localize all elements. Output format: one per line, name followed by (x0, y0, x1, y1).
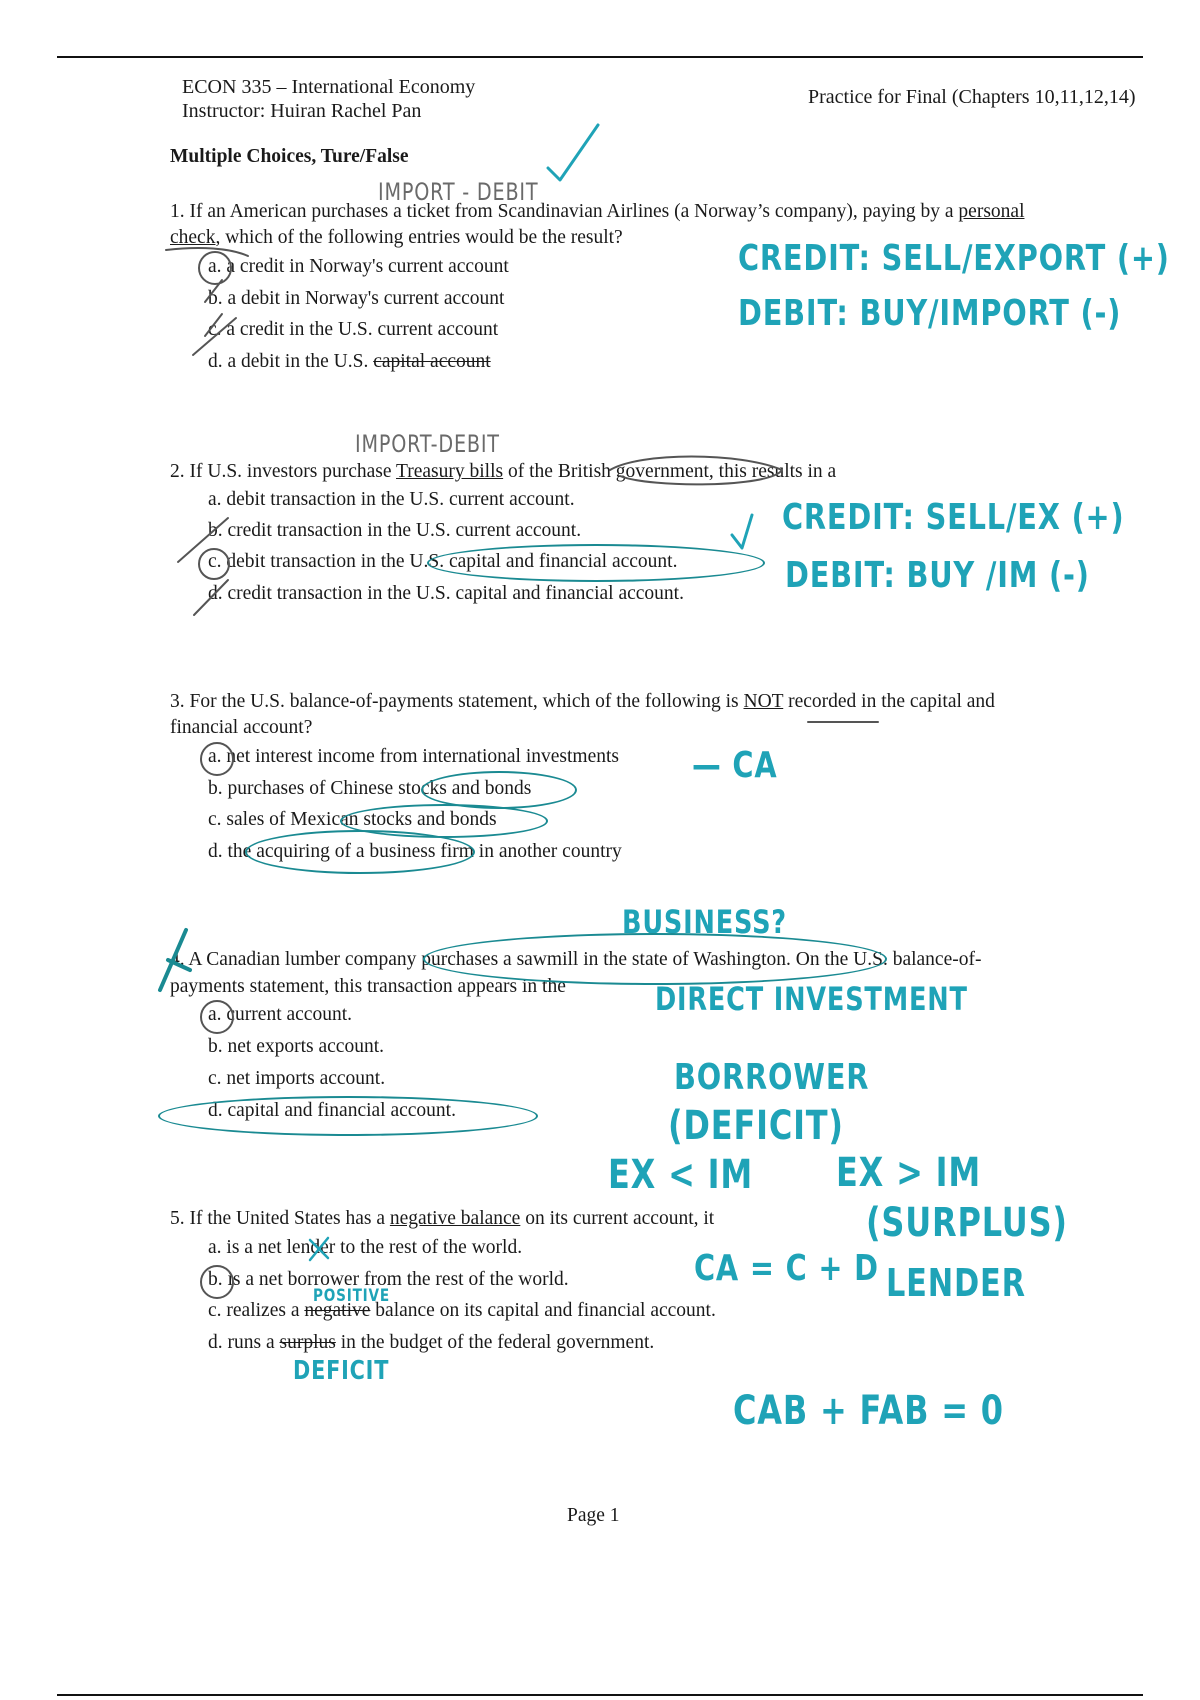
question-3-stem-line1: 3. For the U.S. balance-of-payments statement, which of the following is NOT recorded in the capital and (170, 691, 995, 712)
annotation-q3-ca: — CA (692, 745, 778, 786)
question-1-option-b[interactable]: b. a debit in Norway's current account (208, 288, 505, 309)
question-2-option-c[interactable]: c. debit transaction in the U.S. capital and financial account. (208, 551, 678, 572)
question-2-option-d[interactable]: d. credit transaction in the U.S. capital and financial account. (208, 583, 684, 604)
question-1-option-d[interactable]: d. a debit in the U.S. capital account (208, 351, 491, 372)
cross-q4 (160, 930, 190, 990)
question-3-stem-line2: financial account? (170, 717, 313, 738)
question-3-option-a[interactable]: a. net interest income from international investments (208, 746, 620, 767)
cross-out-q2-b (178, 518, 228, 562)
scribble-q1-check (166, 248, 248, 256)
course-title: ECON 335 – International Economy (182, 76, 476, 98)
question-5-option-b[interactable]: b. is a net borrower from the rest of the world. (208, 1269, 569, 1290)
question-1-stem-line2: check, which of the following entries would be the result? (170, 227, 623, 248)
cross-out-q2-d (194, 580, 228, 615)
annotation-surplus-paren: (SURPLUS) (866, 1200, 1068, 1246)
question-2-option-a[interactable]: a. debit transaction in the U.S. current account. (208, 489, 575, 510)
cross-q5-lender (310, 1238, 328, 1260)
question-4-option-b[interactable]: b. net exports account. (208, 1036, 384, 1057)
question-4-stem-line1: 4. A Canadian lumber company purchases a sawmill in the state of Washington. On the U.S. balance-of- (170, 949, 982, 970)
question-3-option-b[interactable]: b. purchases of Chinese stocks and bonds (208, 778, 532, 799)
question-1-option-a[interactable]: a. a credit in Norway's current account (208, 256, 509, 277)
annotation-cab-fab-equation: CAB + FAB = 0 (733, 1388, 1004, 1434)
section-title: Multiple Choices, Ture/False (170, 146, 409, 167)
exam-title: Practice for Final (Chapters 10,11,12,14) (808, 86, 1136, 108)
annotation-q4-direct-investment: DIRECT INVESTMENT (655, 980, 968, 1018)
question-1-option-c[interactable]: c. a credit in the U.S. current account (208, 319, 499, 340)
annotation-q2-import-debit: IMPORT-DEBIT (355, 430, 500, 458)
cross-out-q1-b (205, 280, 222, 302)
annotation-positive: POSITIVE (313, 1286, 390, 1306)
annotation-q1-debit-rule: DEBIT: BUY/IMPORT (-) (738, 293, 1122, 334)
question-4-stem-line2: payments statement, this transaction appears in the (170, 976, 566, 997)
annotation-ex-gt-im: EX > IM (836, 1150, 981, 1196)
annotation-ex-lt-im: EX < IM (608, 1152, 753, 1198)
question-5-option-c[interactable]: c. realizes a negative balance on its capital and financial account. (208, 1300, 716, 1321)
annotation-lender: LENDER (886, 1261, 1026, 1305)
question-4-option-a[interactable]: a. current account. (208, 1004, 353, 1025)
question-3-option-c[interactable]: c. sales of Mexican stocks and bonds (208, 809, 497, 830)
question-3-option-d[interactable]: d. the acquiring of a business firm in another country (208, 841, 622, 862)
annotation-q4-business: BUSINESS? (622, 903, 787, 941)
question-4-option-d[interactable]: d. capital and financial account. (208, 1100, 456, 1121)
annotation-deficit: DEFICIT (293, 1356, 390, 1386)
annotation-borrower: BORROWER (674, 1057, 870, 1098)
question-1-stem-line1: 1. If an American purchases a ticket from Scandinavian Airlines (a Norway’s company), paying by a personal (170, 201, 1025, 222)
question-5-option-d[interactable]: d. runs a surplus in the budget of the federal government. (208, 1332, 655, 1353)
annotation-q2-debit-rule: DEBIT: BUY /IM (-) (785, 555, 1090, 596)
question-5-option-a[interactable]: a. is a net lender to the rest of the world. (208, 1237, 523, 1258)
annotation-ca-equation: CA = C + D (694, 1248, 879, 1289)
annotation-deficit-paren: (DEFICIT) (668, 1103, 844, 1149)
page-number: Page 1 (567, 1505, 620, 1526)
annotation-q1-credit-rule: CREDIT: SELL/EXPORT (+) (738, 238, 1170, 279)
annotation-q1-import-debit: IMPORT - DEBIT (378, 178, 539, 206)
checkmark-q2 (732, 515, 752, 548)
checkmark-q1 (548, 125, 598, 180)
question-5-stem: 5. If the United States has a negative balance on its current account, it (170, 1208, 715, 1229)
oval-q2-british-government (610, 457, 782, 485)
question-2-stem: 2. If U.S. investors purchase Treasury bills of the British government, this results in a (170, 461, 837, 482)
question-2-option-b[interactable]: b. credit transaction in the U.S. current account. (208, 520, 582, 541)
question-4-option-c[interactable]: c. net imports account. (208, 1068, 386, 1089)
instructor-name: Instructor: Huiran Rachel Pan (182, 100, 422, 122)
annotation-q2-credit-rule: CREDIT: SELL/EX (+) (782, 497, 1125, 538)
